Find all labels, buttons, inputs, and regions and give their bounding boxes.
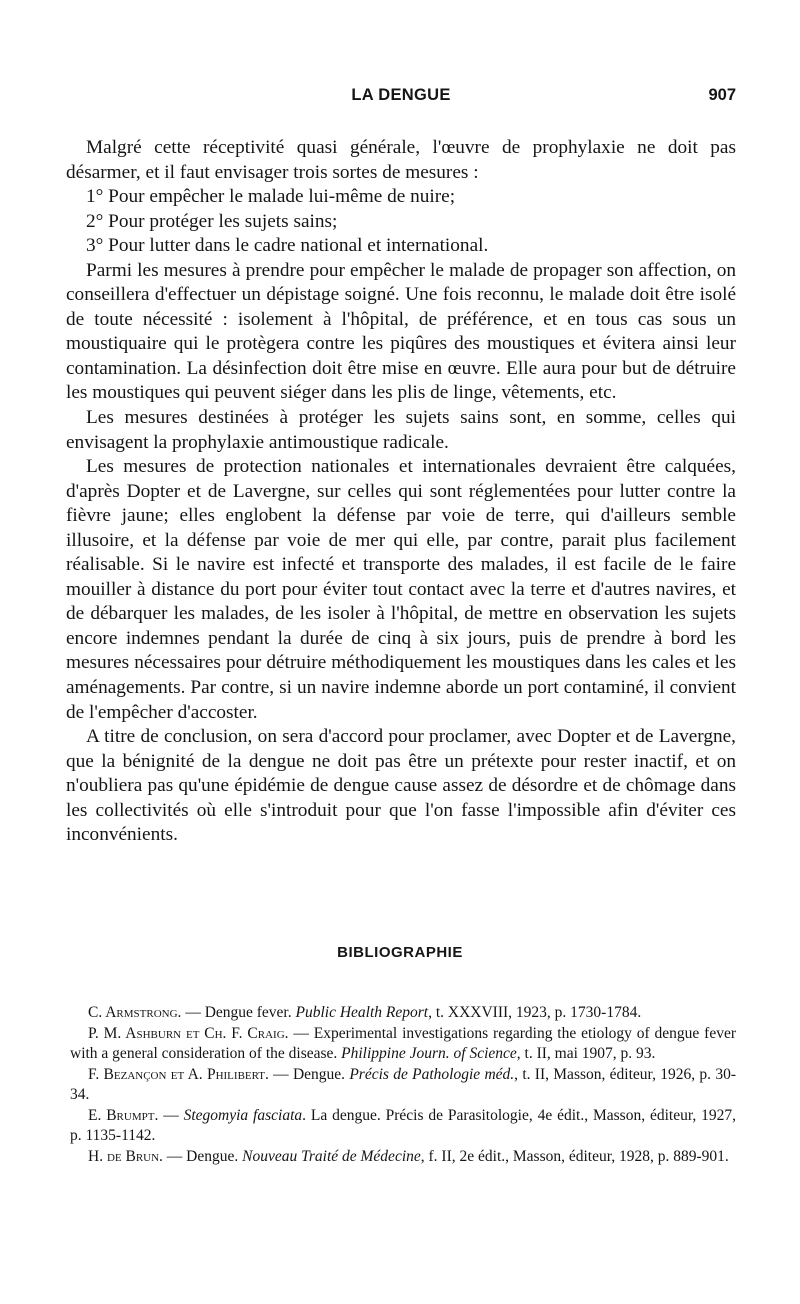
paragraph-conclusion: A titre de conclusion, on sera d'accord pour proclamer, avec Dopter et de Lavergne, que la bénignité de la dengue ne doit pas être un prétexte pour rester inactif, et on n'oubliera pas qu'une épidémie de dengue cause assez de désordre et de chômage dans les collectivités où elle s'introduit pour que l'on fasse l'impossible afin d'éviter ces inconvénients. <box>66 726 736 846</box>
entry-source: Philippine Journ. of Science <box>341 1045 517 1062</box>
paragraph-protection: Les mesures destinées à protéger les sujets sains sont, en somme, celles qui envisagent la prophylaxie antimoustique radicale. <box>66 407 736 453</box>
running-head <box>66 86 736 114</box>
entry-rest: , t. II, mai 1907, p. 93. <box>516 1045 656 1062</box>
entry-text: — Dengue. <box>268 1065 350 1083</box>
entry-author: H. de Brun. <box>88 1147 163 1165</box>
page-number: 907 <box>708 86 736 104</box>
bibliography-entry <box>70 1065 736 1106</box>
bibliography-entry <box>70 1106 736 1147</box>
list-item-2: 2° Pour protéger les sujets sains; <box>86 210 338 232</box>
entry-text: — Experimental investigations regarding the etiology of dengue fever with a general consideration of the disease. <box>70 1024 736 1062</box>
entry-author: C. Armstrong. <box>88 1004 182 1021</box>
paragraph-isolation: Parmi les mesures à prendre pour empêcher le malade de propager son affection, on conseillera d'effectuer un dépistage soigné. Une fois reconnu, le malade doit être isolé de toute nécessité : isolement à l'hôpital, de préférence, et en tous cas sous un moustiquaire qui le protègera contre les piqûres des moustiques et évitera ainsi leur contamination. La désinfection doit être mise en œuvre. Elle aura pour but de détruire les moustiques qui peuvent siéger dans les plis de linge, vêtements, etc. <box>66 259 736 404</box>
entry-source: Nouveau Traité de Médecine <box>242 1147 421 1165</box>
bibliography-list <box>70 1003 736 1167</box>
entry-author: F. Bezançon et A. Philibert. <box>88 1065 269 1083</box>
running-title: LA DENGUE <box>351 86 451 104</box>
entry-rest: . La dengue. Précis de Parasitologie, 4e édit., Masson, éditeur, 1927, p. 1135-1142. <box>70 1106 736 1144</box>
paragraph-national-measures: Les mesures de protection nationales et internationales devraient être calquées, d'après Dopter et de Lavergne, sur celles qui sont réglementées pour lutter contre la fièvre jaune; elles englobent la défense par voie de terre, qui d'ailleurs semble illusoire, et la défense par voie de mer qui elle, par contre, parait plus facilement réalisable. Si le navire est infecté et transporte des malades, il est facile de le faire mouiller à distance du port pour éviter tout contact avec la terre et d'autres navires, et de débarquer les malades, de les isoler à l'hôpital, de mettre en observation les sujets encore indemnes pendant la durée de cinq à six jours, puis de prendre à bord les mesures nécessaires pour détruire méthodiquement les moustiques dans les cales et les aménagements. Par contre, si un navire indemne aborde un port contaminé, il convient de l'empêcher d'accoster. <box>66 456 736 723</box>
entry-rest: , f. II, 2e édit., Masson, éditeur, 1928, p. 889-901. <box>420 1147 729 1165</box>
entry-text: — Dengue. <box>162 1147 243 1165</box>
entry-author: E. Brumpt. <box>88 1106 159 1124</box>
list-item-3: 3° Pour lutter dans le cadre national et international. <box>86 235 489 257</box>
body-text <box>66 136 736 848</box>
paragraph-intro: Malgré cette réceptivité quasi générale, l'œuvre de prophylaxie ne doit pas désarmer, et il faut envisager trois sortes de mesures : <box>66 137 736 183</box>
list-item-1: 1° Pour empêcher le malade lui-même de nuire; <box>86 186 456 208</box>
entry-text: — <box>158 1106 184 1124</box>
bibliography-heading: BIBLIOGRAPHIE <box>337 944 463 961</box>
entry-text: — Dengue fever. <box>181 1004 296 1021</box>
bibliography-entry <box>70 1003 736 1024</box>
entry-rest: , t. II, Masson, éditeur, 1926, p. 30-34. <box>70 1065 736 1103</box>
entry-source: Stegomyia fasciata <box>183 1106 303 1124</box>
entry-rest: , t. XXXVIII, 1923, p. 1730-1784. <box>428 1004 642 1021</box>
bibliography-entry <box>70 1147 736 1168</box>
bibliography-entry <box>70 1024 736 1065</box>
entry-author: P. M. Ashburn et Ch. F. Craig. <box>88 1024 289 1042</box>
entry-source: Public Health Report <box>295 1004 429 1021</box>
entry-source: Précis de Pathologie méd. <box>349 1065 515 1083</box>
